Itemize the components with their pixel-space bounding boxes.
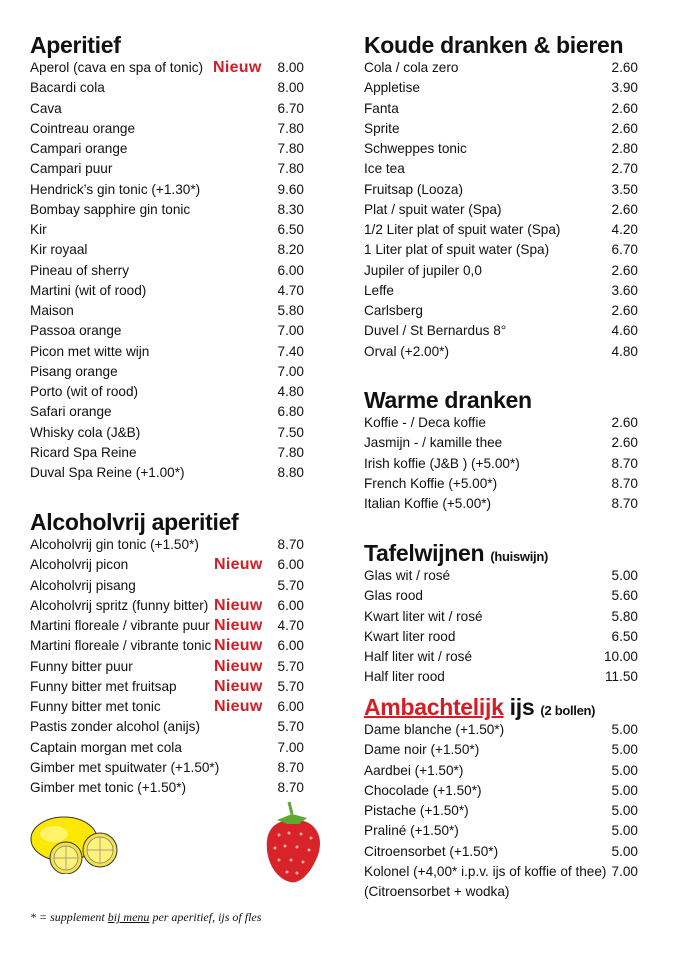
new-badge: Nieuw (214, 677, 263, 695)
item-price: 4.80 (611, 343, 638, 359)
section-title: Warme dranken (364, 387, 532, 413)
item-price: 2.60 (611, 303, 638, 318)
menu-item (364, 761, 638, 781)
item-name: Glas wit / rosé (364, 568, 451, 583)
item-price: 7.00 (277, 739, 304, 755)
menu-item (30, 261, 304, 281)
menu-item (30, 596, 304, 616)
menu-item (364, 801, 638, 821)
item-name: Funny bitter met fruitsap (30, 678, 177, 694)
item-price: 3.90 (611, 80, 638, 96)
menu-item (364, 667, 638, 687)
menu-item (364, 342, 638, 362)
item-name: Alcoholvrij gin tonic (+1.50*) (30, 537, 199, 552)
item-price: 5.00 (611, 803, 638, 818)
menu-item (30, 382, 304, 402)
item-price: 7.80 (277, 444, 304, 460)
item-name: Martini floreale / vibrante tonic (30, 638, 212, 654)
item-price: 6.50 (277, 222, 304, 237)
item-price: 9.60 (277, 181, 304, 197)
item-price: 7.80 (277, 161, 304, 177)
menu-item (364, 99, 638, 119)
item-name: Funny bitter met tonic (30, 699, 161, 714)
menu-item (30, 657, 304, 677)
item-price: 5.80 (611, 608, 638, 624)
item-name: Kir royaal (30, 242, 88, 258)
menu-item (364, 119, 638, 139)
section-title (364, 694, 638, 720)
item-list (364, 720, 638, 902)
item-name: Orval (+2.00*) (364, 343, 449, 359)
item-name: Kir (30, 222, 47, 237)
item-price: 6.00 (277, 699, 304, 714)
menu-item (30, 362, 304, 382)
item-price: 8.00 (277, 80, 304, 96)
item-price: 5.00 (611, 823, 638, 839)
footnote-prefix: * = supplement (30, 910, 108, 924)
item-price: 2.60 (611, 262, 638, 278)
item-price: 4.70 (277, 618, 304, 633)
item-name: Whisky cola (J&B) (30, 424, 141, 440)
item-name: Half liter wit / rosé (364, 649, 473, 664)
menu-item (30, 159, 304, 179)
menu-item (364, 494, 638, 514)
item-list (364, 58, 638, 362)
menu-item (364, 586, 638, 606)
item-name: Schweppes tonic (364, 141, 467, 156)
item-name: Duvel / St Bernardus 8° (364, 323, 507, 339)
new-badge: Nieuw (214, 637, 263, 655)
item-name: (Citroensorbet + wodka) (364, 884, 510, 899)
item-price: 5.70 (277, 658, 304, 674)
item-price: 8.00 (277, 60, 304, 75)
title-text: Tafelwijnen (364, 540, 485, 566)
menu-item (30, 402, 304, 422)
item-price: 3.60 (611, 282, 638, 298)
menu-item (30, 576, 304, 596)
item-price: 6.50 (611, 628, 638, 644)
item-price: 4.20 (611, 222, 638, 237)
lemon-illustration (28, 812, 118, 874)
item-price: 8.70 (611, 455, 638, 471)
item-name: Cola / cola zero (364, 60, 459, 75)
subtitle: (huiswijn) (490, 549, 549, 564)
item-price: 7.80 (277, 141, 304, 156)
menu-item (364, 821, 638, 841)
item-name: Bacardi cola (30, 80, 105, 96)
item-price: 10.00 (603, 649, 638, 664)
menu-item (30, 99, 304, 119)
menu-item (364, 281, 638, 301)
item-name: Half liter rood (364, 669, 445, 685)
strawberry-illustration (257, 800, 327, 885)
section-title: Koude dranken & bieren (364, 32, 624, 58)
item-name: Jupiler of jupiler 0,0 (364, 262, 482, 278)
menu-item (364, 240, 638, 260)
menu-item (364, 647, 638, 667)
menu-item (364, 627, 638, 647)
item-price: 8.20 (277, 242, 304, 258)
subtitle: (2 bollen) (540, 703, 596, 718)
item-name: Fanta (364, 100, 399, 116)
menu-item (30, 423, 304, 443)
item-name: Safari orange (30, 404, 112, 420)
menu-item (30, 636, 304, 656)
item-price: 7.00 (277, 323, 304, 339)
item-list (30, 535, 304, 798)
menu-item (30, 535, 304, 555)
item-name: Martini floreale / vibrante puur (30, 618, 210, 633)
menu-item (30, 180, 304, 200)
item-name: Ricard Spa Reine (30, 444, 137, 460)
item-name: Kwart liter wit / rosé (364, 608, 483, 624)
item-name: Kwart liter rood (364, 628, 456, 644)
item-price: 2.70 (611, 161, 638, 177)
item-price: 6.00 (277, 638, 304, 654)
item-price: 2.60 (611, 60, 638, 75)
footnote (30, 910, 261, 925)
item-price: 8.70 (277, 759, 304, 775)
item-price: 6.80 (277, 404, 304, 420)
menu-item (364, 301, 638, 321)
item-price: 5.00 (611, 742, 638, 758)
menu-item (30, 301, 304, 321)
item-name: Jasmijn - / kamille thee (364, 435, 503, 451)
item-list (30, 58, 304, 483)
item-name: Maison (30, 303, 74, 318)
item-name: Koffie - / Deca koffie (364, 415, 486, 430)
item-price: 5.00 (611, 722, 638, 737)
item-name: Picon met witte wijn (30, 343, 150, 359)
item-name: Cointreau orange (30, 120, 136, 136)
item-name: Duval Spa Reine (+1.00*) (30, 465, 185, 480)
item-name: Alcoholvrij spritz (funny bitter) (30, 597, 209, 613)
item-name: Martini (wit of rood) (30, 282, 147, 298)
menu-item (30, 677, 304, 697)
menu-item (364, 607, 638, 627)
item-name: French Koffie (+5.00*) (364, 475, 498, 491)
menu-item (364, 433, 638, 453)
section-warme-dranken (364, 387, 638, 514)
item-list (364, 566, 638, 688)
menu-item (364, 159, 638, 179)
menu-item (30, 78, 304, 98)
menu-item (364, 180, 638, 200)
section-koude-dranken (364, 32, 638, 362)
item-name: Funny bitter puur (30, 658, 133, 674)
item-price: 5.00 (611, 568, 638, 583)
item-price: 5.70 (277, 577, 304, 593)
item-price: 8.70 (277, 537, 304, 552)
item-name: Passoa orange (30, 323, 122, 339)
menu-item (30, 58, 304, 78)
item-name: Captain morgan met cola (30, 739, 182, 755)
item-name: Pastis zonder alcohol (anijs) (30, 719, 201, 735)
item-name: Appletise (364, 80, 420, 96)
menu-item (30, 119, 304, 139)
item-name: Alcoholvrij picon (30, 557, 129, 573)
item-name: Bombay sapphire gin tonic (30, 201, 191, 217)
new-badge: Nieuw (214, 596, 263, 614)
section-title: Aperitief (30, 32, 121, 58)
item-name: Ice tea (364, 161, 405, 177)
menu-item (364, 78, 638, 98)
menu-item (364, 842, 638, 862)
item-price: 5.00 (611, 843, 638, 859)
item-price: 4.70 (277, 282, 304, 298)
new-badge: Nieuw (214, 657, 263, 675)
item-price: 7.00 (611, 863, 638, 879)
footnote-underlined: bij menu (107, 910, 150, 924)
new-badge: Nieuw (213, 59, 262, 76)
menu-item (30, 758, 304, 778)
menu-item (364, 566, 638, 586)
menu-item (364, 413, 638, 433)
item-name: Gimber met spuitwater (+1.50*) (30, 759, 220, 775)
item-price: 7.80 (277, 120, 304, 136)
item-name: Dame blanche (+1.50*) (364, 722, 505, 737)
menu-item (364, 200, 638, 220)
item-price: 7.00 (277, 363, 304, 379)
item-price: 8.70 (611, 496, 638, 511)
item-name: Plat / spuit water (Spa) (364, 201, 502, 217)
menu-item (364, 474, 638, 494)
item-price: 6.00 (277, 262, 304, 278)
item-name: Praliné (+1.50*) (364, 823, 459, 839)
item-price: 2.60 (611, 415, 638, 430)
item-price: 7.40 (277, 343, 304, 359)
item-price: 5.70 (277, 678, 304, 694)
menu-item (30, 281, 304, 301)
item-price: 2.60 (611, 120, 638, 136)
item-price: 4.60 (611, 323, 638, 339)
item-list (364, 413, 638, 514)
footnote-suffix: per aperitief, ijs of fles (149, 910, 262, 924)
item-name: 1 Liter plat of spuit water (Spa) (364, 242, 550, 258)
menu-item (364, 862, 638, 882)
menu-item (364, 882, 638, 902)
menu-item (30, 240, 304, 260)
item-price: 8.80 (277, 465, 304, 480)
menu-item (364, 720, 638, 740)
title-highlight: Ambachtelijk (364, 694, 504, 720)
menu-item (30, 778, 304, 798)
item-name: Campari puur (30, 161, 113, 177)
item-name: Leffe (364, 282, 394, 298)
item-name: Citroensorbet (+1.50*) (364, 843, 499, 859)
menu-item (30, 463, 304, 483)
item-price: 6.00 (277, 597, 304, 613)
item-price: 2.60 (611, 435, 638, 451)
item-price: 5.70 (277, 719, 304, 735)
item-name: Aardbei (+1.50*) (364, 762, 464, 778)
item-price: 4.80 (277, 384, 304, 399)
item-name: Gimber met tonic (+1.50*) (30, 780, 187, 795)
item-name: Carlsberg (364, 303, 423, 318)
item-price: 5.60 (611, 588, 638, 604)
menu-item (364, 454, 638, 474)
item-name: Sprite (364, 120, 400, 136)
section-ijs (364, 694, 638, 902)
section-alcoholvrij (30, 509, 304, 798)
item-name: Pisang orange (30, 363, 118, 379)
menu-item (30, 717, 304, 737)
menu-item (30, 443, 304, 463)
item-name: Campari orange (30, 141, 128, 156)
item-name: Pistache (+1.50*) (364, 803, 469, 818)
menu-item (30, 738, 304, 758)
item-name: Alcoholvrij pisang (30, 577, 136, 593)
item-name: Porto (wit of rood) (30, 384, 139, 399)
menu-item (364, 781, 638, 801)
item-name: Pineau of sherry (30, 262, 129, 278)
menu-item (30, 139, 304, 159)
item-name: Irish koffie (J&B ) (+5.00*) (364, 455, 520, 471)
item-name: Glas rood (364, 588, 423, 604)
item-price: 8.70 (611, 475, 638, 491)
menu-item (364, 139, 638, 159)
item-price: 2.60 (611, 100, 638, 116)
menu-item (364, 220, 638, 240)
menu-item (364, 261, 638, 281)
item-price: 6.70 (277, 100, 304, 116)
item-name: Fruitsap (Looza) (364, 181, 463, 197)
item-price: 8.70 (277, 780, 304, 795)
item-price: 11.50 (604, 669, 638, 685)
menu-item (30, 220, 304, 240)
menu-item (30, 616, 304, 636)
title-text: ijs (509, 694, 535, 720)
section-aperitief (30, 32, 304, 483)
item-price: 7.50 (277, 424, 304, 440)
item-price: 6.00 (277, 557, 304, 573)
item-name: Aperol (cava en spa of tonic) (30, 60, 204, 75)
item-price: 6.70 (611, 242, 638, 258)
section-title (364, 540, 638, 566)
item-price: 5.00 (611, 762, 638, 778)
item-name: Cava (30, 100, 62, 116)
menu-item (30, 321, 304, 341)
menu-item (30, 555, 304, 575)
menu-item (364, 58, 638, 78)
section-title: Alcoholvrij aperitief (30, 509, 239, 535)
new-badge: Nieuw (214, 556, 263, 574)
new-badge: Nieuw (214, 617, 263, 634)
item-name: 1/2 Liter plat of spuit water (Spa) (364, 222, 561, 237)
new-badge: Nieuw (214, 698, 263, 715)
section-tafelwijnen (364, 540, 638, 688)
item-price: 2.60 (611, 201, 638, 217)
item-price: 5.80 (277, 303, 304, 318)
item-name: Hendrick’s gin tonic (+1.30*) (30, 181, 201, 197)
menu-item (30, 697, 304, 717)
item-price: 5.00 (611, 782, 638, 798)
item-name: Italian Koffie (+5.00*) (364, 496, 492, 511)
menu-item (364, 321, 638, 341)
item-name: Dame noir (+1.50*) (364, 742, 480, 758)
item-name: Chocolade (+1.50*) (364, 782, 482, 798)
item-price: 2.80 (611, 141, 638, 156)
menu-item (30, 342, 304, 362)
menu-item (30, 200, 304, 220)
item-price: 3.50 (611, 181, 638, 197)
item-name: Kolonel (+4,00* i.p.v. ijs of koffie of thee) (364, 863, 607, 879)
menu-item (364, 740, 638, 760)
item-price: 8.30 (277, 201, 304, 217)
